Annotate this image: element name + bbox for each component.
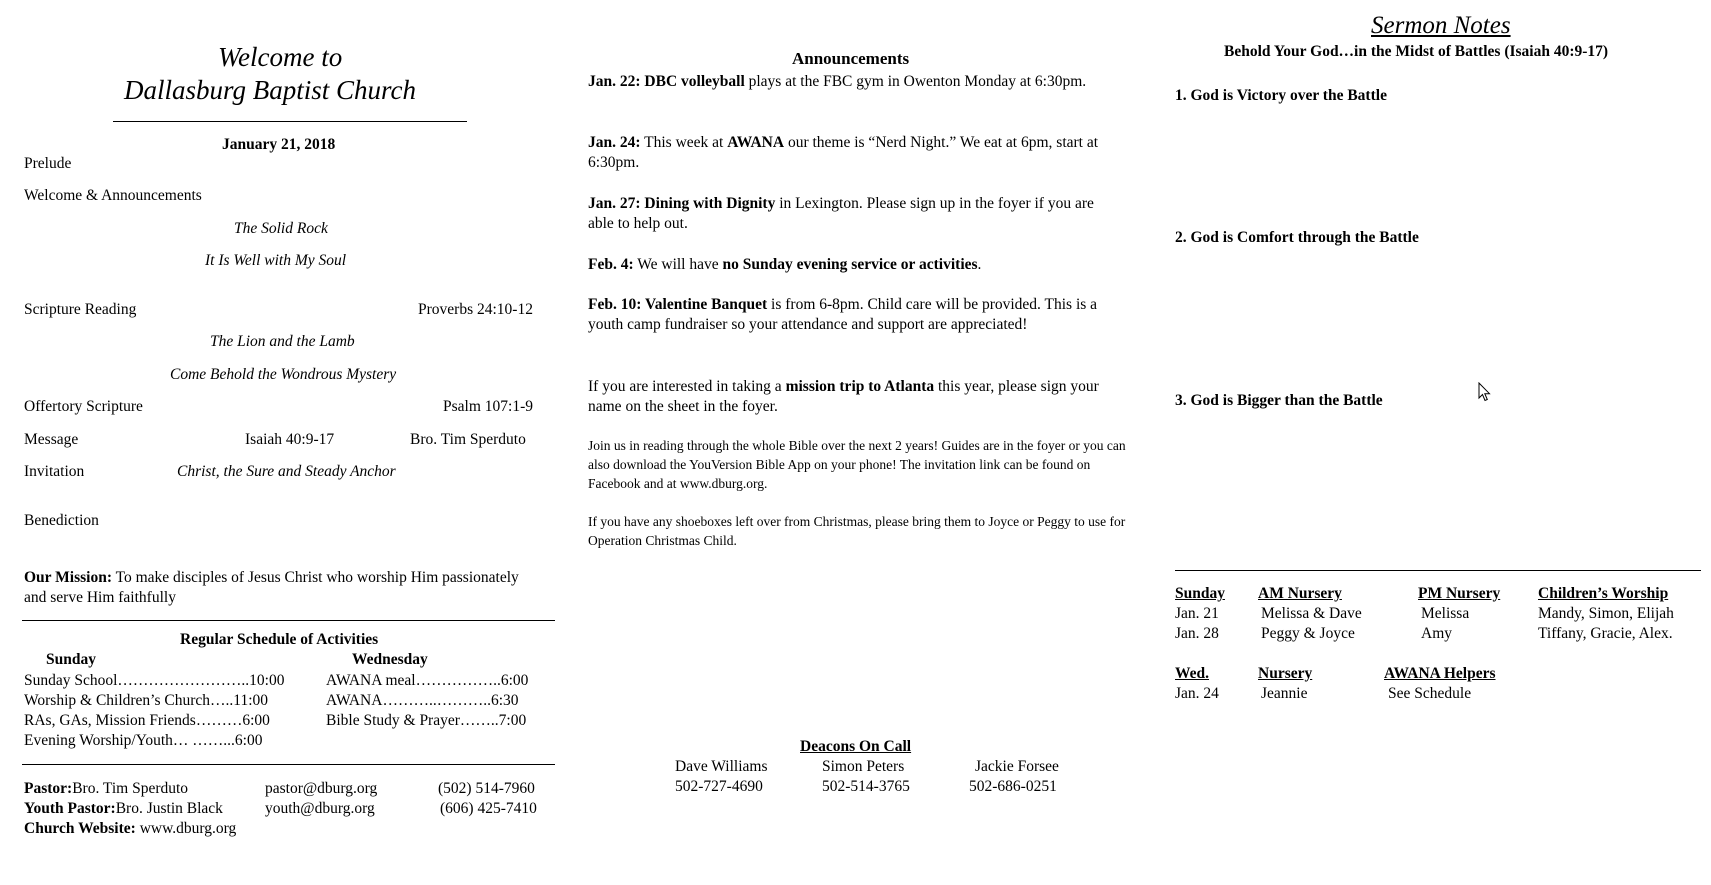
schedule-sunday-header: Sunday	[46, 651, 96, 668]
announcement-item: Feb. 4: We will have no Sunday evening service or activities.	[588, 256, 982, 273]
order-message: Message	[24, 431, 79, 448]
childrens-worship-helpers: Mandy, Simon, Elijah	[1538, 605, 1674, 622]
schedule-sunday-item: RAs, GAs, Mission Friends………6:00	[24, 712, 270, 729]
pastor-name: Bro. Tim Sperduto	[72, 780, 189, 797]
deacon-phone: 502-514-3765	[822, 778, 910, 795]
mission-label: Our Mission:	[24, 569, 112, 586]
am-nursery-helpers: Peggy & Joyce	[1261, 625, 1355, 642]
schedule-sunday-item: Sunday School……………………..10:00	[24, 672, 285, 689]
schedule-wednesday-item: Bible Study & Prayer……..7:00	[326, 712, 527, 729]
mission-text: To make disciples of Jesus Christ who worship Him passionately and serve Him faithfully	[24, 569, 519, 606]
pastor-email: pastor@dburg.org	[265, 780, 378, 797]
schedule-wednesday-item: AWANA meal……………..6:00	[326, 672, 529, 689]
youth-pastor-name: Bro. Justin Black	[115, 800, 223, 817]
youth-pastor-label: Youth Pastor:	[24, 800, 116, 817]
childrens-worship-helpers: Tiffany, Gracie, Alex.	[1538, 625, 1673, 642]
sermon-subtitle: Behold Your God…in the Midst of Battles (Isaiah 40:9-17)	[1224, 43, 1609, 60]
order-prelude: Prelude	[24, 155, 72, 172]
announcement-item: Jan. 24: This week at AWANA our theme is “Nerd Night.” We eat at 6pm, start at 6:30pm.	[588, 134, 1099, 171]
welcome-title-line2: Dallasburg Baptist Church	[124, 75, 417, 105]
schedule-title: Regular Schedule of Activities	[180, 631, 379, 648]
awana-helpers-value: See Schedule	[1388, 685, 1472, 702]
nursery-date: Jan. 28	[1175, 625, 1219, 642]
schedule-divider-top	[22, 620, 555, 621]
song-solid-rock: The Solid Rock	[234, 220, 328, 237]
song-come-behold: Come Behold the Wondrous Mystery	[170, 366, 397, 383]
website-line	[24, 820, 236, 838]
childrens-worship-header: Children’s Worship	[1538, 585, 1669, 602]
announcement-item: Jan. 27: Dining with Dignity in Lexington. Please sign up in the foyer if you are able to help out.	[588, 195, 1094, 232]
announcement-item: Jan. 22: DBC volleyball plays at the FBC gym in Owenton Monday at 6:30pm.	[588, 73, 1087, 90]
deacon-phone: 502-727-4690	[675, 778, 763, 795]
sermon-point: 3. God is Bigger than the Battle	[1175, 392, 1383, 409]
nursery-divider	[1175, 570, 1701, 571]
wed-nursery-helper: Jeannie	[1261, 685, 1308, 702]
deacon-name: Dave Williams	[675, 758, 768, 775]
website-label: Church Website:	[24, 820, 136, 837]
message-reference: Isaiah 40:9-17	[245, 431, 335, 448]
schedule-sunday-item: Evening Worship/Youth… ……...6:00	[24, 732, 263, 749]
announcement-shoeboxes: If you have any shoeboxes left over from Christmas, please bring them to Joyce or Peggy to use for Operation Christmas Child.	[588, 514, 1126, 548]
youth-pastor-email: youth@dburg.org	[265, 800, 375, 817]
deacon-name: Jackie Forsee	[975, 758, 1059, 775]
youth-pastor-phone: (606) 425-7410	[440, 800, 537, 817]
mission-statement	[24, 568, 544, 608]
website-url: www.dburg.org	[135, 820, 237, 837]
order-welcome: Welcome & Announcements	[24, 187, 202, 204]
schedule-wednesday-item: AWANA………..………..6:30	[326, 692, 519, 709]
sermon-notes-title: Sermon Notes	[1371, 12, 1511, 39]
am-nursery-header: AM Nursery	[1258, 585, 1342, 602]
title-divider	[113, 121, 467, 122]
pm-nursery-helpers: Amy	[1421, 625, 1452, 642]
nursery-sunday-header: Sunday	[1175, 585, 1225, 602]
offertory-reference: Psalm 107:1-9	[443, 398, 533, 415]
invitation-song: Christ, the Sure and Steady Anchor	[177, 463, 396, 480]
awana-helpers-header: AWANA Helpers	[1384, 665, 1496, 682]
message-speaker: Bro. Tim Sperduto	[410, 431, 526, 448]
youth-pastor-line	[24, 800, 223, 818]
mouse-cursor-icon	[1478, 382, 1492, 402]
order-scripture-reading: Scripture Reading	[24, 301, 137, 318]
pastor-phone: (502) 514-7960	[438, 780, 535, 797]
pastor-line	[24, 780, 188, 798]
deacon-phone: 502-686-0251	[969, 778, 1057, 795]
sermon-point: 2. God is Comfort through the Battle	[1175, 229, 1419, 246]
wed-date: Jan. 24	[1175, 685, 1219, 702]
song-lion-lamb: The Lion and the Lamb	[210, 333, 355, 350]
wed-header: Wed.	[1175, 665, 1210, 682]
schedule-divider-bottom	[22, 764, 555, 765]
service-date: January 21, 2018	[222, 136, 336, 153]
scripture-reference: Proverbs 24:10-12	[418, 301, 533, 318]
pm-nursery-helpers: Melissa	[1421, 605, 1470, 622]
announcement-item: If you are interested in taking a mission trip to Atlanta this year, please sign your name on the sheet in the foyer.	[588, 378, 1099, 415]
order-invitation: Invitation	[24, 463, 85, 480]
sermon-point: 1. God is Victory over the Battle	[1175, 87, 1387, 104]
schedule-wednesday-header: Wednesday	[352, 651, 428, 668]
am-nursery-helpers: Melissa & Dave	[1261, 605, 1362, 622]
announcement-item: Feb. 10: Valentine Banquet is from 6-8pm. Child care will be provided. This is a youth camp fundraiser so your attendance and support are appreciated!	[588, 296, 1098, 333]
announcements-title: Announcements	[792, 49, 910, 68]
nursery-date: Jan. 21	[1175, 605, 1219, 622]
announcement-bible-reading: Join us in reading through the whole Bible over the next 2 years! Guides are in the foyer or you can also download the YouVersion Bible App on your phone! The invitation link can be found on Facebook and at www.dburg.org.	[588, 438, 1126, 491]
welcome-title-line1: Welcome to	[218, 42, 343, 72]
schedule-sunday-item: Worship & Children’s Church…..11:00	[24, 692, 269, 709]
pastor-label: Pastor:	[24, 780, 73, 797]
wed-nursery-header: Nursery	[1258, 665, 1313, 682]
deacon-name: Simon Peters	[822, 758, 905, 775]
order-offertory: Offertory Scripture	[24, 398, 143, 415]
order-benediction: Benediction	[24, 512, 99, 529]
deacons-title: Deacons On Call	[800, 738, 912, 755]
pm-nursery-header: PM Nursery	[1418, 585, 1501, 602]
song-it-is-well: It Is Well with My Soul	[205, 252, 347, 269]
